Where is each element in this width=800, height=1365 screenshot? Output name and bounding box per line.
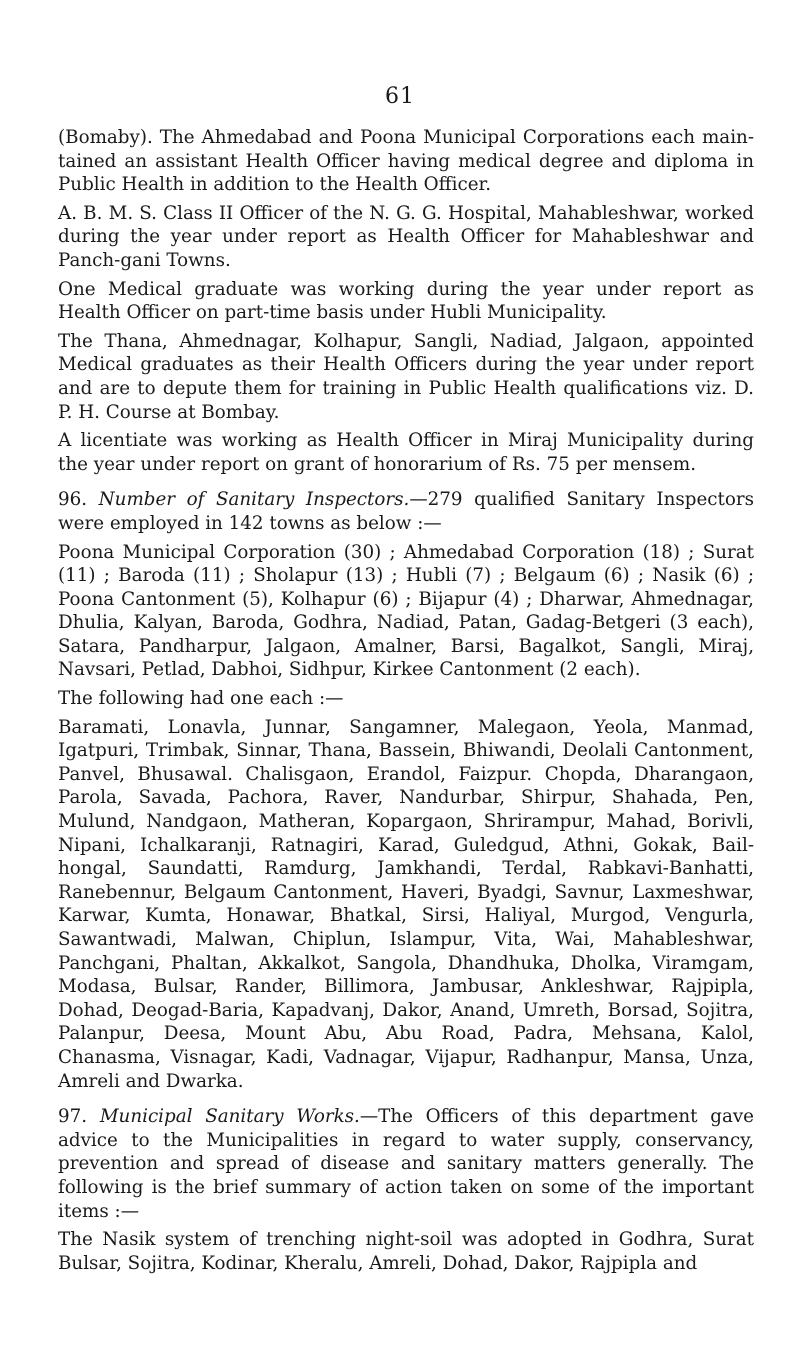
section-number: 96. [58,489,88,511]
section-text: —279 qualified Sanitary Inspectors were employed in 142 towns as below :— [58,489,755,534]
section-97 [58,1105,754,1223]
paragraph-nasik-system: The Nasik system of trenching night-soil was adopted in Godhra, Surat Bulsar, Sojitra, Kodinar, Kheralu, Amreli, Dohad, Dakor, Rajpipla and [58,1229,754,1274]
paragraph-inspector-counts: Poona Municipal Corporation (30) ; Ahmedabad Corporation (18) ; Surat (11) ; Baroda (11) ; Sholapur (13) ; Hubli (7) ; Belgaum (6) ; Nasik (6) ; Poona Cantonment (5), Kolhapur (6) ; Bijapur (4) ; Dharwar, Ahmednagar, Dhulia, Kalyan, Baroda, Godhra, Nadiad, Patan, Gadag-Betgeri (3 each), Satara, Pandharpur, Jalgaon, Amalner, Barsi, Bagalkot, Sangli, Miraj, Navsari, Petlad, Dabhoi, Sidhpur, Kirkee Cantonment (2 each). [58,541,754,681]
paragraph-town-list: Baramati, Lonavla, Junnar, Sangamner, Malegaon, Yeola, Manmad, Igatpuri, Trimbak, Sinnar, Thana, Bassein, Bhiwandi, Deolali Cantonment, Panvel, Bhusawal. Chalisgaon, Erandol, Faizpur. Chopda, Dharangaon, Parola, Savada, Pachora, Raver, Nandurbar, Shirpur, Shahada, Pen, Mulund, Nandgaon, Matheran, Kopargaon, Shrirampur, Mahad, Borivli, Nipani, Ichalkaranji, Ratnagiri, Karad, Guledgud, Athni, Gokak, Bail-hongal, Saundatti, Ramdurg, Jamkhandi, Terdal, Rabkavi-Banhatti, Ranebennur, Belgaum Cantonment, Haveri, Byadgi, Savnur, Laxmeshwar, Karwar, Kumta, Honawar, Bhatkal, Sirsi, Haliyal, Murgod, Vengurla, Sawantwadi, Malwan, Chiplun, Islampur, Vita, Wai, Mahableshwar, Panchgani, Phaltan, Akkalkot, Sangola, Dhandhuka, Dholka, Viramgam, Modasa, Bulsar, Rander, Billimora, Jambusar, Ankleshwar, Rajpipla, Dohad, Deogad-Baria, Kapadvanj, Dakor, Anand, Umreth, Borsad, Sojitra, Palanpur, Deesa, Mount Abu, Abu Road, Padra, Mehsana, Kalol, Chanasma, Visnagar, Kadi, Vadnagar, Vijapur, Radhanpur, Mansa, Unza, Amreli and Dwarka. [58,716,754,1092]
paragraph-one-each-intro: The following had one each :— [58,688,344,710]
paragraph-hubli: One Medical graduate was working during the year under report as Health Officer on part-time basis under Hubli Municipality. [58,278,754,324]
section-96 [58,488,754,535]
section-text: —The Officers of this department gave advice to the Municipalities in regard to water supply, conservancy, prevention and spread of disease and sanitary matters generally. The following is the brief summary of action taken on some of the important items :— [58,1106,754,1222]
paragraph-assistant-health-officer: (Bomaby). The Ahmedabad and Poona Municipal Corporations each main-tained an assistant Health Officer having medical degree and diploma in Public Health in addition to the Health Officer. [58,127,754,196]
paragraph-mahableshwar: A. B. M. S. Class II Officer of the N. G. G. Hospital, Mahableshwar, worked during the year under report as Health Officer for Mahableshwar and Panch-gani Towns. [58,202,754,271]
paragraph-medical-graduates: The Thana, Ahmednagar, Kolhapur, Sangli, Nadiad, Jalgaon, appointed Medical graduates as their Health Officers during the year under report and are to depute them for training in Public Health qualifications viz. D. P. H. Course at Bombay. [58,330,754,423]
body-text [58,126,754,1280]
page-number: 61 [385,84,415,109]
section-number: 97. [58,1106,88,1128]
section-heading: Municipal Sanitary Works. [99,1106,360,1128]
paragraph-licentiate: A licentiate was working as Health Officer in Miraj Municipality during the year under report on grant of honorarium of Rs. 75 per mensem. [58,430,754,475]
section-heading: Number of Sanitary Inspectors. [98,489,410,511]
